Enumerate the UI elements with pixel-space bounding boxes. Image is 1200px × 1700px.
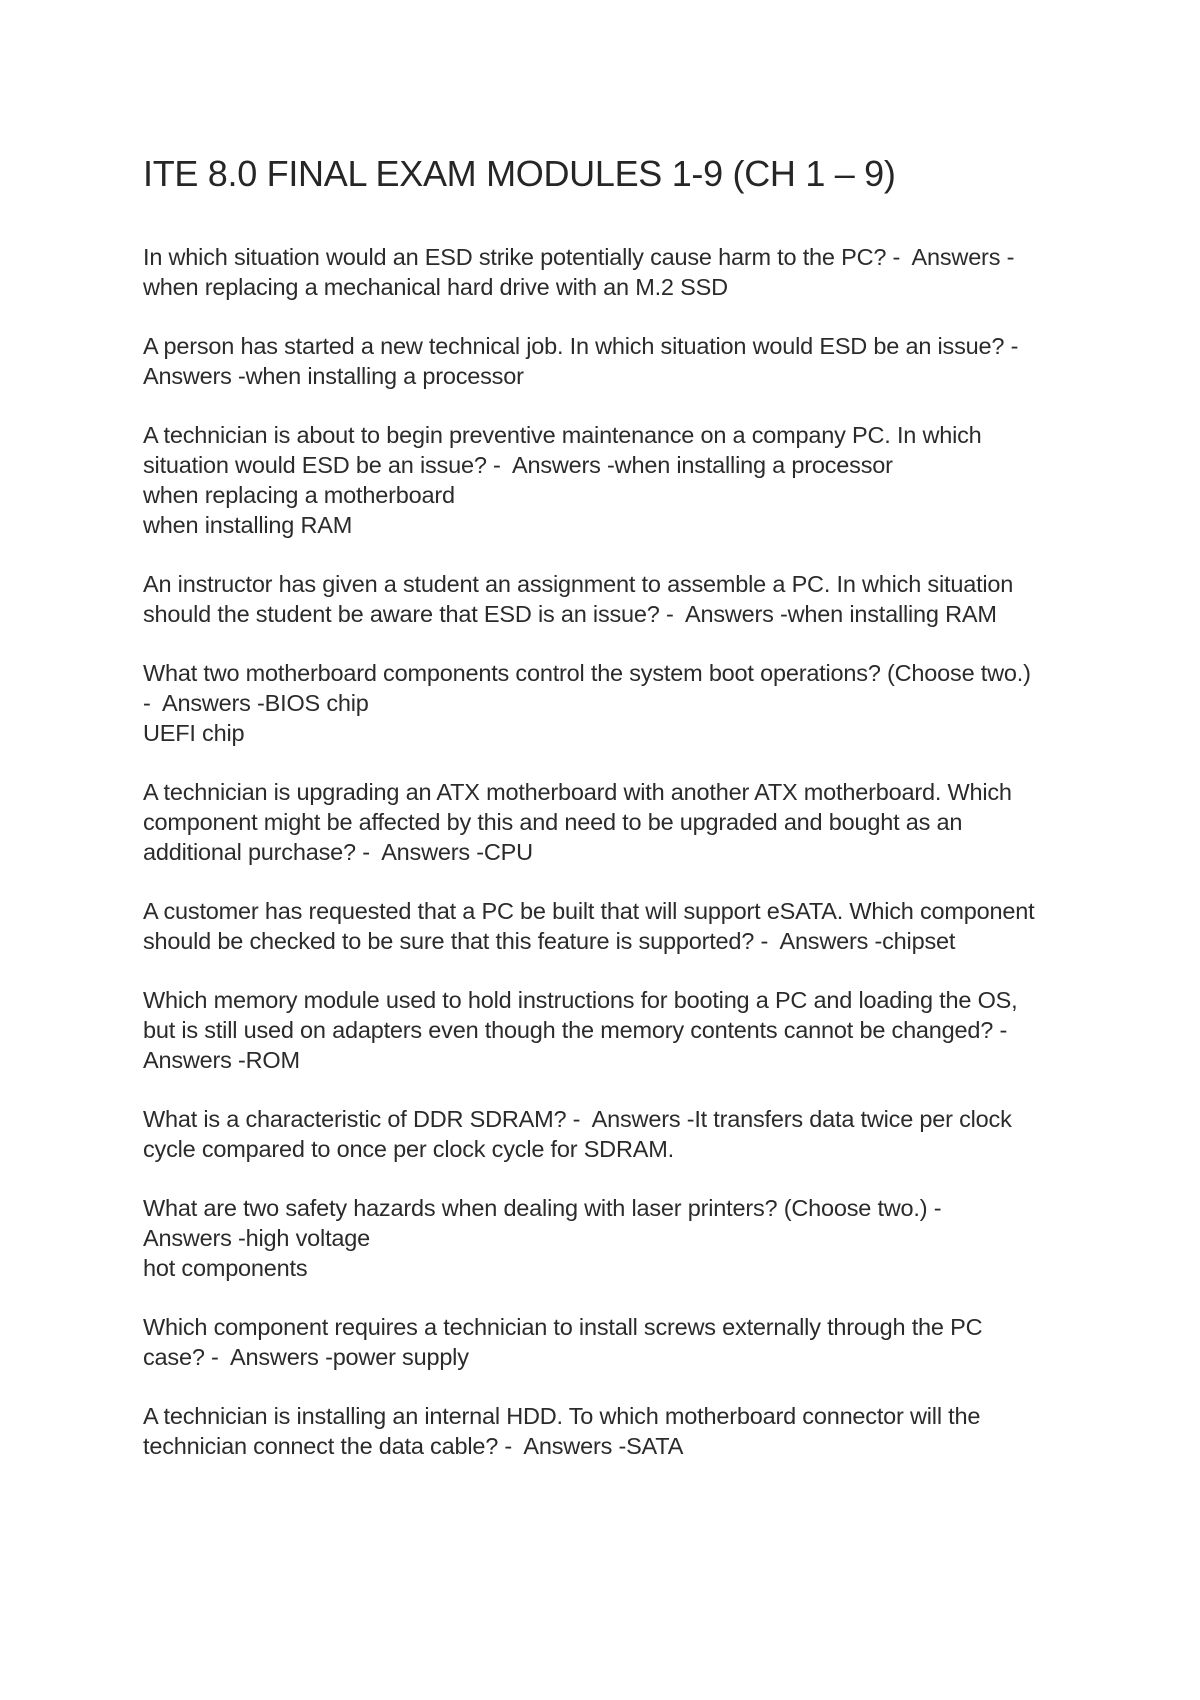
text-line: when replacing a mechanical hard drive with an M.2 SSD bbox=[143, 274, 728, 300]
text-line: cycle compared to once per clock cycle for SDRAM. bbox=[143, 1136, 674, 1162]
text-line: An instructor has given a student an assignment to assemble a PC. In which situation bbox=[143, 571, 1014, 597]
text-line: when replacing a motherboard bbox=[143, 482, 455, 508]
text-line: - Answers -BIOS chip bbox=[143, 690, 369, 716]
text-line: Answers -when installing a processor bbox=[143, 363, 524, 389]
question-answer-item bbox=[143, 777, 1073, 867]
question-answer-item bbox=[143, 896, 1073, 956]
question-answer-item bbox=[143, 658, 1073, 748]
text-line: In which situation would an ESD strike potentially cause harm to the PC? - Answers - bbox=[143, 244, 1015, 270]
text-line: A customer has requested that a PC be built that will support eSATA. Which component bbox=[143, 898, 1035, 924]
text-line: A technician is upgrading an ATX motherboard with another ATX motherboard. Which bbox=[143, 779, 1012, 805]
document-title: ITE 8.0 FINAL EXAM MODULES 1-9 (CH 1 – 9) bbox=[143, 153, 896, 194]
text-line: A technician is about to begin preventive maintenance on a company PC. In which bbox=[143, 422, 982, 448]
question-answer-item bbox=[143, 985, 1073, 1075]
question-answer-item bbox=[143, 1401, 1073, 1461]
text-line: UEFI chip bbox=[143, 720, 245, 746]
question-answer-item bbox=[143, 569, 1073, 629]
text-line: Answers -ROM bbox=[143, 1047, 300, 1073]
text-line: should the student be aware that ESD is an issue? - Answers -when installing RAM bbox=[143, 601, 997, 627]
text-line: but is still used on adapters even though the memory contents cannot be changed? - bbox=[143, 1017, 1008, 1043]
text-line: technician connect the data cable? - Answers -SATA bbox=[143, 1433, 684, 1459]
question-answer-item bbox=[143, 1104, 1073, 1164]
question-answer-item bbox=[143, 331, 1073, 391]
text-line: Answers -high voltage bbox=[143, 1225, 371, 1251]
text-line: when installing RAM bbox=[143, 512, 353, 538]
text-line: Which memory module used to hold instructions for booting a PC and loading the OS, bbox=[143, 987, 1018, 1013]
text-line: Which component requires a technician to install screws externally through the PC bbox=[143, 1314, 983, 1340]
text-line: A person has started a new technical job. In which situation would ESD be an issue? - bbox=[143, 333, 1019, 359]
text-line: A technician is installing an internal HDD. To which motherboard connector will the bbox=[143, 1403, 981, 1429]
question-answer-item bbox=[143, 1193, 1073, 1283]
text-line: What are two safety hazards when dealing with laser printers? (Choose two.) - bbox=[143, 1195, 942, 1221]
text-line: What two motherboard components control the system boot operations? (Choose two.) bbox=[143, 660, 1031, 686]
text-line: hot components bbox=[143, 1255, 308, 1281]
text-line: component might be affected by this and need to be upgraded and bought as an bbox=[143, 809, 963, 835]
text-line: should be checked to be sure that this feature is supported? - Answers -chipset bbox=[143, 928, 956, 954]
question-answer-item bbox=[143, 1312, 1073, 1372]
text-line: additional purchase? - Answers -CPU bbox=[143, 839, 533, 865]
text-line: situation would ESD be an issue? - Answers -when installing a processor bbox=[143, 452, 893, 478]
question-answer-item bbox=[143, 242, 1073, 302]
question-answer-item bbox=[143, 420, 1073, 540]
document-body bbox=[143, 152, 1073, 1490]
question-answer-list bbox=[143, 242, 1073, 1461]
text-line: What is a characteristic of DDR SDRAM? - Answers -It transfers data twice per clock bbox=[143, 1106, 1012, 1132]
text-line: case? - Answers -power supply bbox=[143, 1344, 469, 1370]
